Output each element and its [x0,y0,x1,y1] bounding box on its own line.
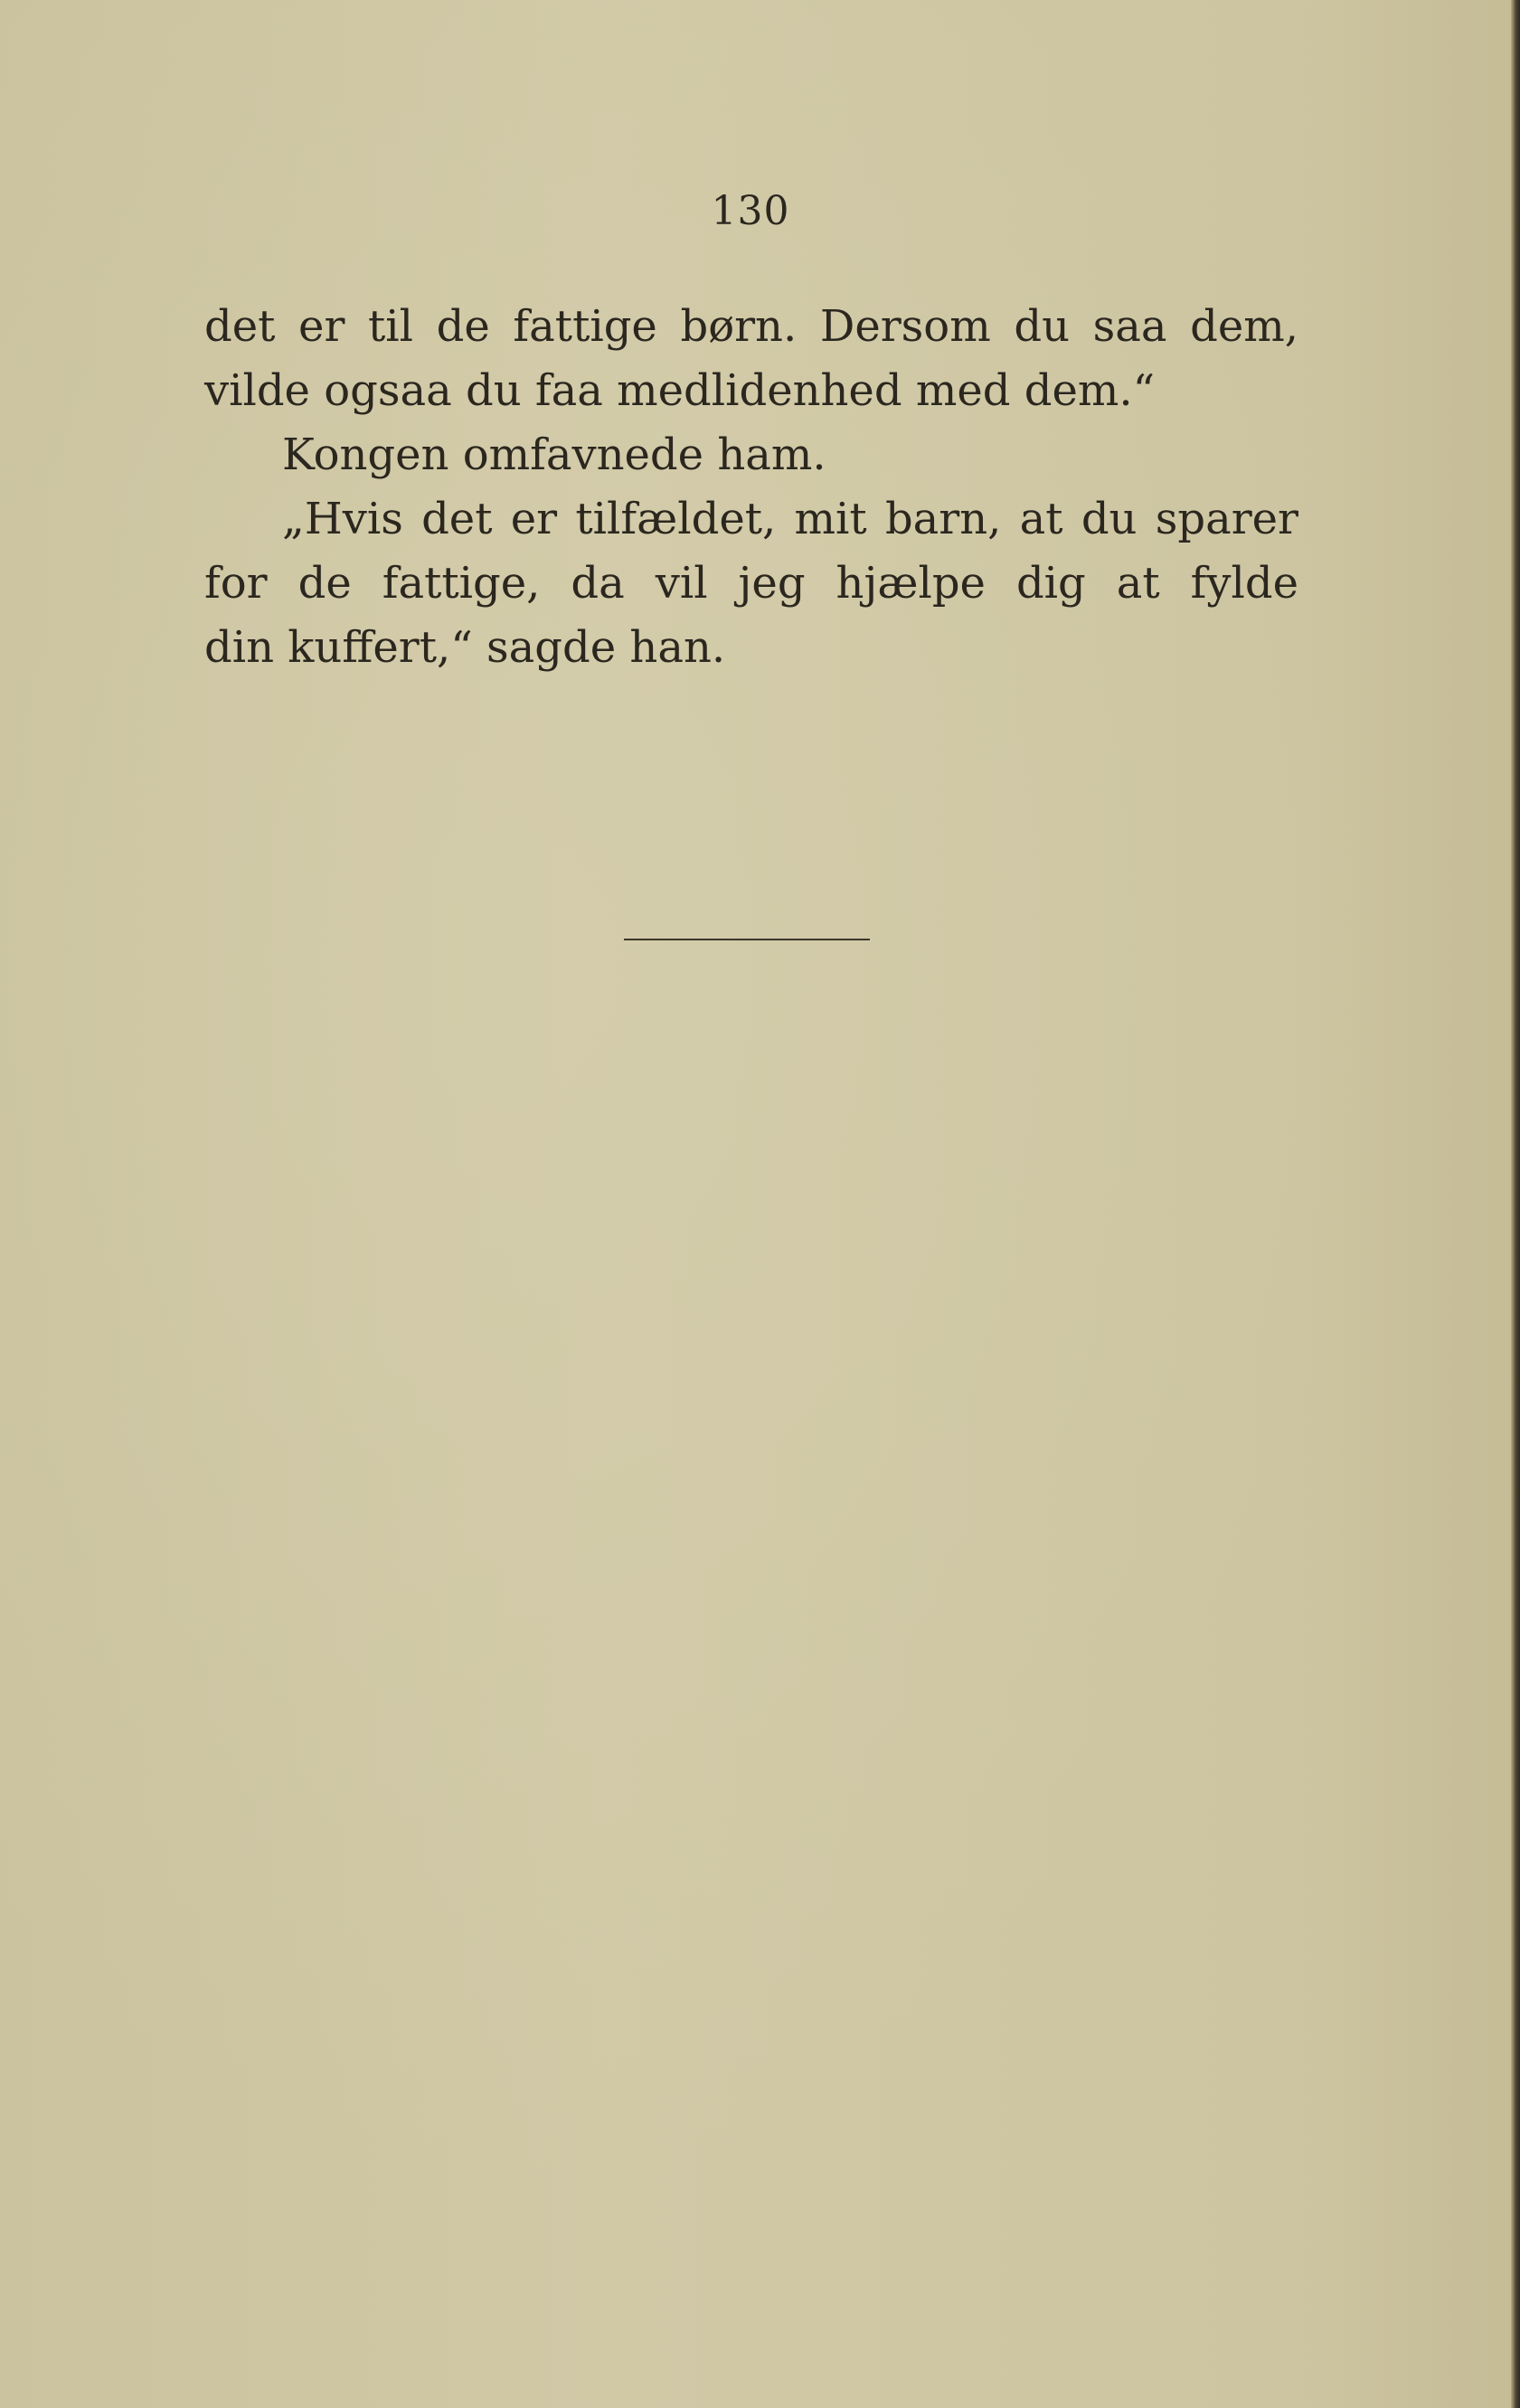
text-line-6: din kuffert,“ sagde han. [204,622,726,673]
page-number: 130 [711,188,790,234]
page-edge [1511,0,1520,2408]
text-line-3: Kongen omfavnede ham. [282,430,826,480]
text-line-1: det er til de fattige børn. Dersom du saa dem, [204,301,1298,352]
body-text [204,295,1298,680]
text-line-2: vilde ogsaa du faa medlidenhed med dem.“ [204,365,1156,416]
text-line-5: for de fattige, da vil jeg hjælpe dig at fylde [204,558,1298,609]
text-line-4: „Hvis det er tilfældet, mit barn, at du sparer [282,494,1298,544]
section-end-rule [624,939,870,940]
